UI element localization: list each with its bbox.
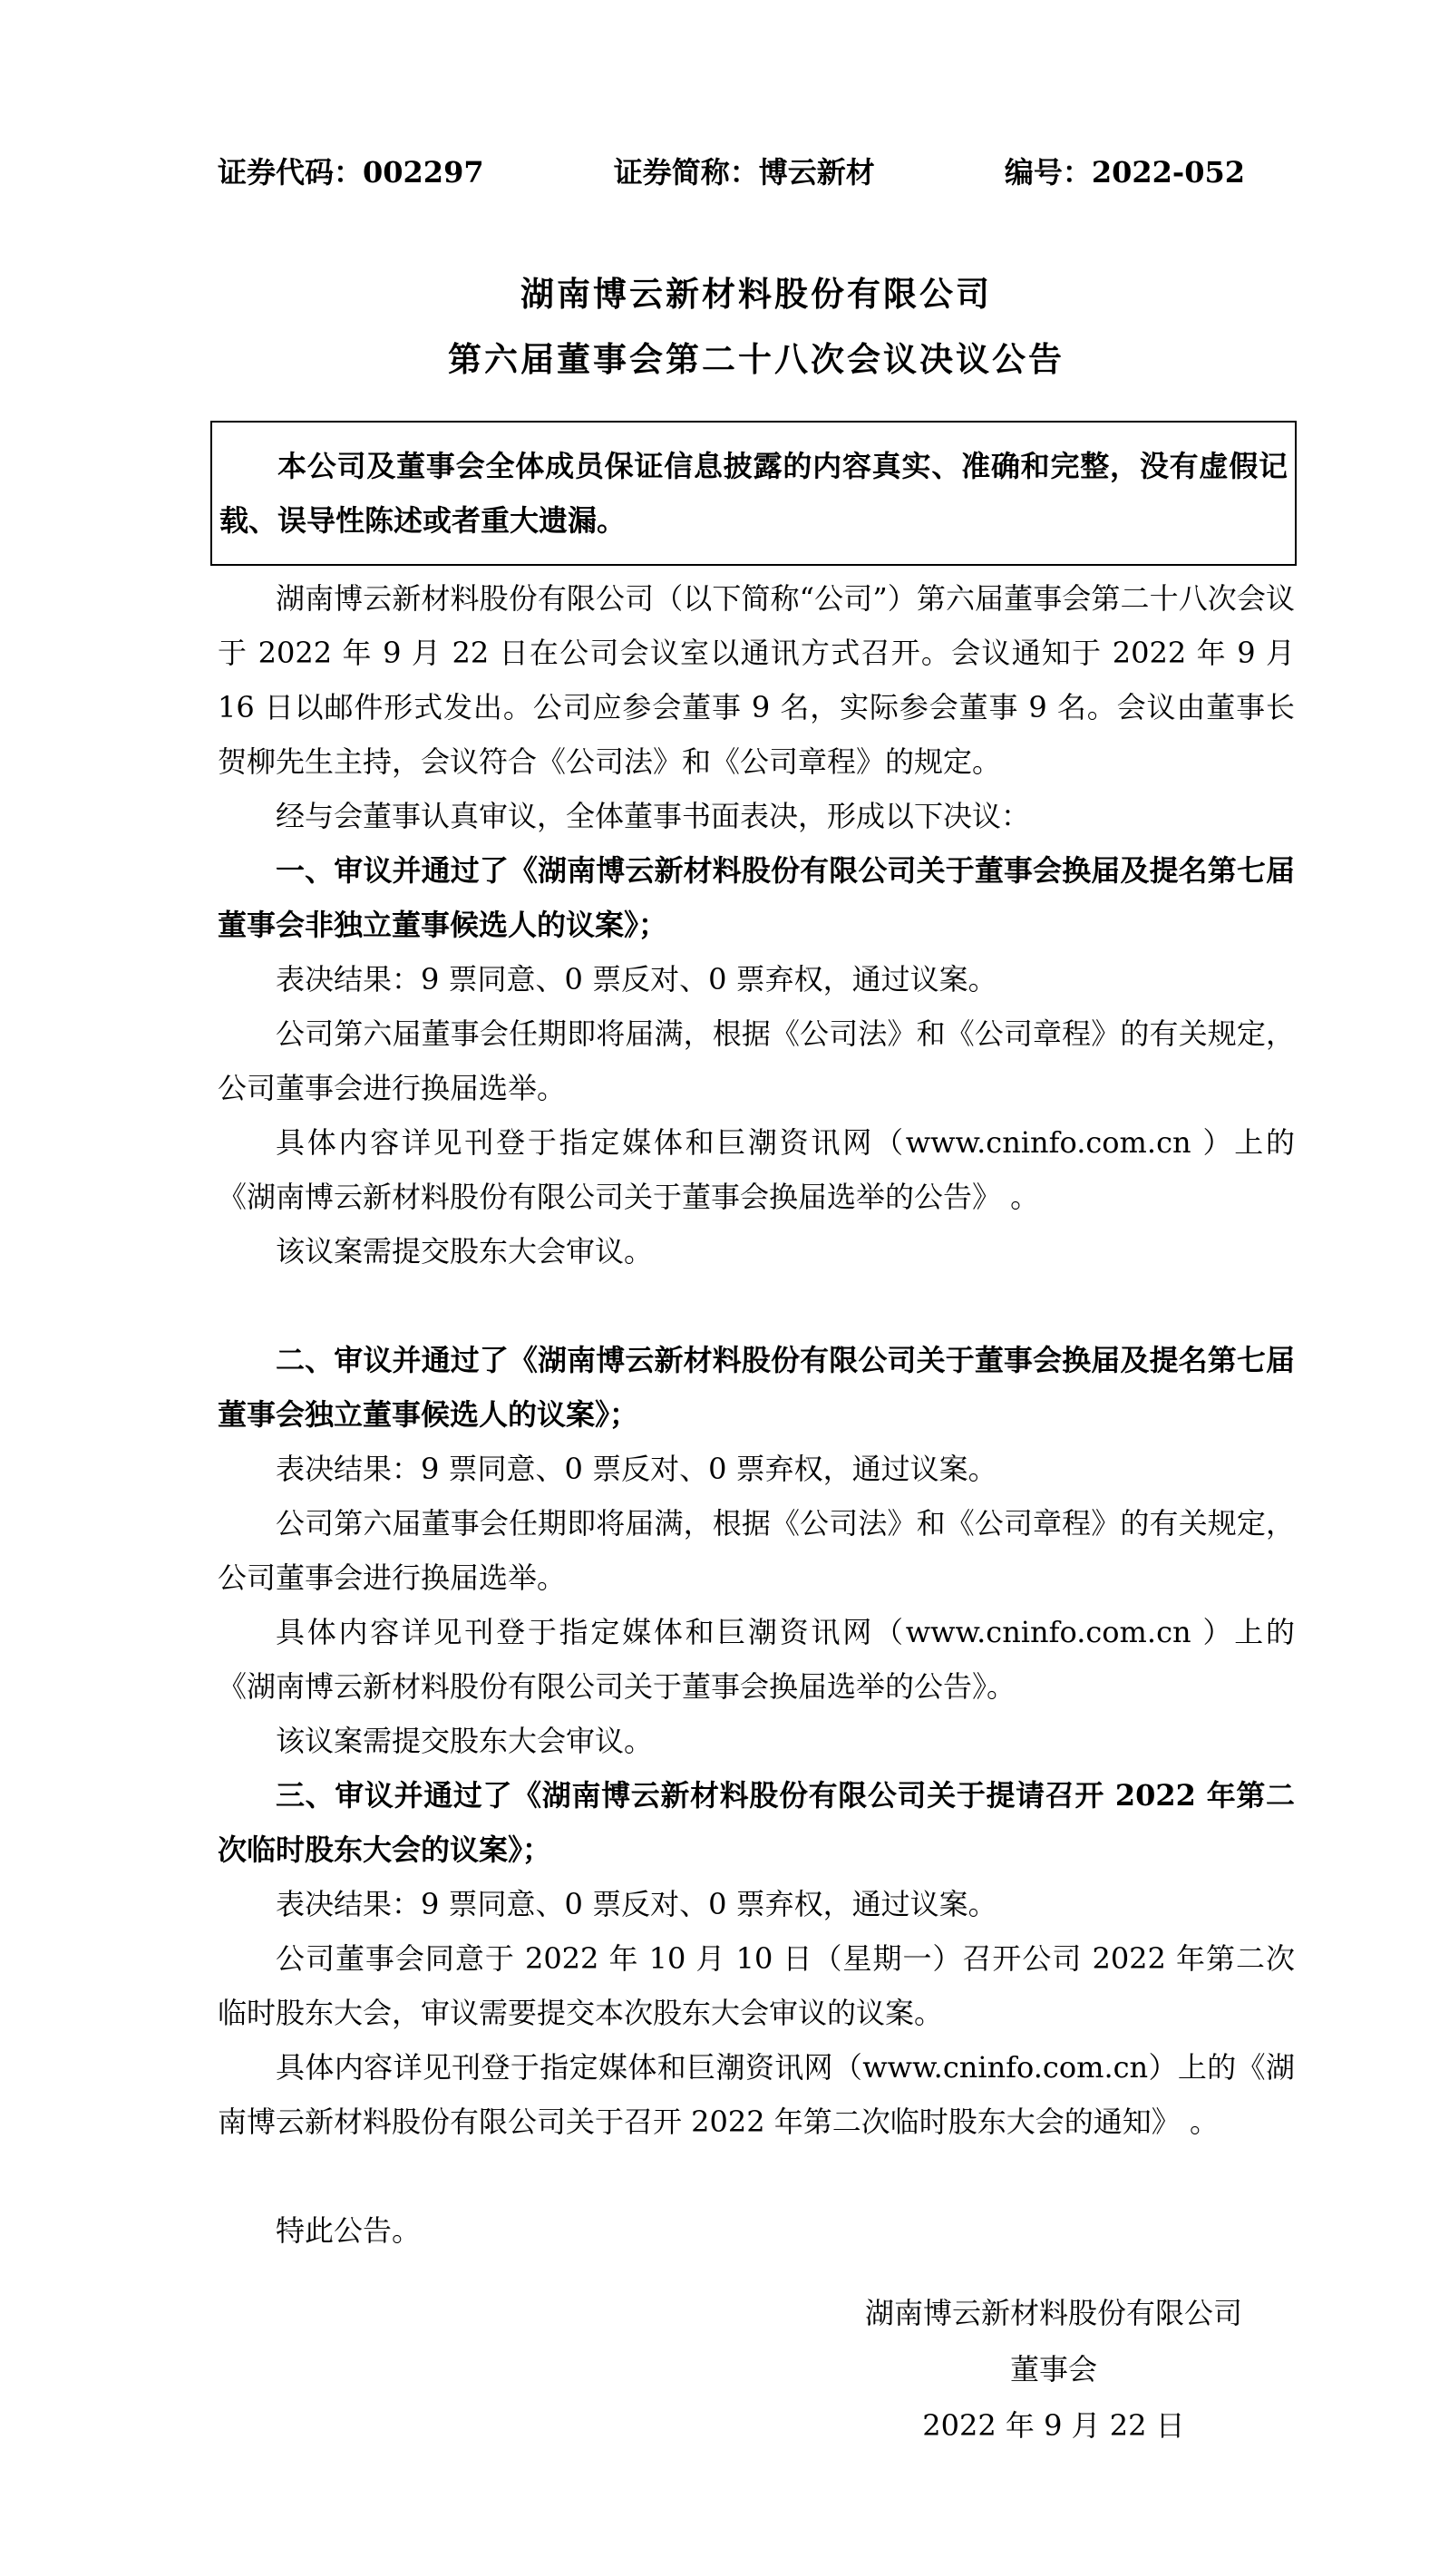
document-header bbox=[218, 145, 1295, 199]
item2-detail: 公司第六届董事会任期即将届满，根据《公司法》和《公司章程》的有关规定，公司董事会进行换届选举。 bbox=[218, 1506, 1295, 1595]
item1-title: 一、审议并通过了《湖南博云新材料股份有限公司关于董事会换届及提名第七届董事会非独立董事候选人的议案》； bbox=[218, 853, 1295, 942]
doc-number: 编号：2022-052 bbox=[1004, 155, 1245, 190]
item3-vote-result: 表决结果：9 票同意、0 票反对、0 票弃权，通过议案。 bbox=[276, 1887, 997, 1921]
item2-submit-note: 该议案需提交股东大会审议。 bbox=[276, 1724, 654, 1758]
signature-block bbox=[865, 2285, 1242, 2454]
item3-media-reference: 具体内容详见刊登于指定媒体和巨潮资讯网（www.cninfo.com.cn）上的《湖南博云新材料股份有限公司关于召开 2022 年第二次临时股东大会的通知》 。 bbox=[218, 2050, 1295, 2139]
item3-detail: 公司董事会同意于 2022 年 10 月 10 日（星期一）召开公司 2022 年第二次临时股东大会，审议需要提交本次股东大会审议的议案。 bbox=[218, 1941, 1295, 2030]
title-company-line: 湖南博云新材料股份有限公司 bbox=[520, 274, 992, 314]
item2-media-reference: 具体内容详见刊登于指定媒体和巨潮资讯网（www.cninfo.com.cn ）上的《湖南博云新材料股份有限公司关于董事会换届选举的公告》。 bbox=[218, 1615, 1295, 1704]
paragraph-resolution-intro: 经与会董事认真审议，全体董事书面表决，形成以下决议： bbox=[276, 799, 1031, 833]
signature-board: 董事会 bbox=[1009, 2352, 1097, 2386]
title-meeting-line: 第六届董事会第二十八次会议决议公告 bbox=[448, 339, 1065, 379]
item2-title: 二、审议并通过了《湖南博云新材料股份有限公司关于董事会换届及提名第七届董事会独立董事候选人的议案》； bbox=[218, 1343, 1295, 1432]
closing-statement: 特此公告。 bbox=[276, 2213, 422, 2248]
disclaimer-text: 本公司及董事会全体成员保证信息披露的内容真实、准确和完整，没有虚假记载、误导性陈述或者重大遗漏。 bbox=[219, 449, 1288, 538]
stock-code: 证券代码：002297 bbox=[218, 155, 484, 190]
paragraph-intro: 湖南博云新材料股份有限公司（以下简称“公司”）第六届董事会第二十八次会议于 2022 年 9 月 22 日在公司会议室以通讯方式召开。会议通知于 2022 年 9 月 16 日以邮件形式发出。公司应参会董事 9 名，实际参会董事 9 名。会议由董事长贺柳先生主持，会议符合《公司法》和《公司章程》的规定。 bbox=[218, 581, 1295, 779]
item1-vote-result: 表决结果：9 票同意、0 票反对、0 票弃权，通过议案。 bbox=[276, 962, 997, 996]
item1-media-reference: 具体内容详见刊登于指定媒体和巨潮资讯网（www.cninfo.com.cn ）上的《湖南博云新材料股份有限公司关于董事会换届选举的公告》 。 bbox=[218, 1125, 1295, 1214]
signature-company: 湖南博云新材料股份有限公司 bbox=[864, 2296, 1242, 2330]
item3-title: 三、审议并通过了《湖南博云新材料股份有限公司关于提请召开 2022 年第二次临时股东大会的议案》； bbox=[218, 1778, 1295, 1867]
item1-submit-note: 该议案需提交股东大会审议。 bbox=[276, 1234, 654, 1269]
disclaimer-box bbox=[210, 421, 1297, 566]
item1-detail: 公司第六届董事会任期即将届满，根据《公司法》和《公司章程》的有关规定，公司董事会进行换届选举。 bbox=[218, 1016, 1295, 1105]
signature-date: 2022 年 9 月 22 日 bbox=[922, 2408, 1185, 2443]
stock-abbr: 证券简称：博云新材 bbox=[613, 155, 875, 190]
item2-vote-result: 表决结果：9 票同意、0 票反对、0 票弃权，通过议案。 bbox=[276, 1452, 997, 1486]
document-title bbox=[218, 261, 1295, 392]
